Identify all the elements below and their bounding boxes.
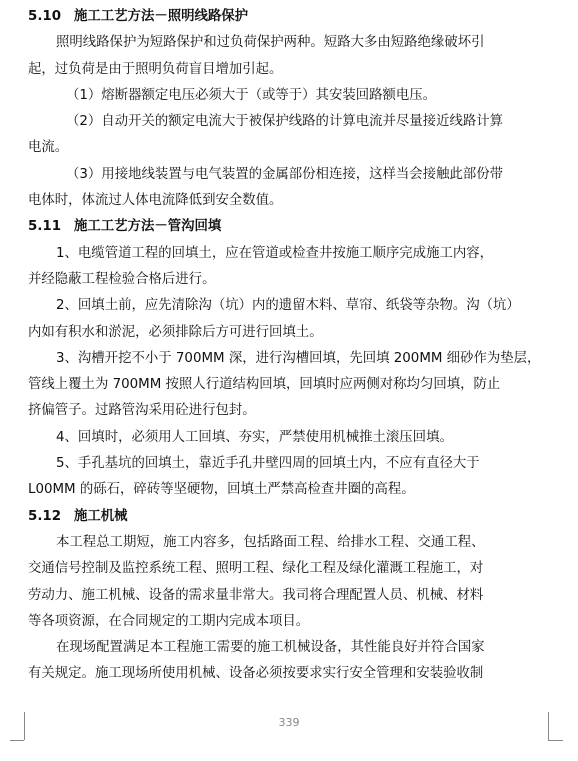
paragraph-line: 起，过负荷是由于照明负荷盲目增加引起。: [28, 61, 283, 77]
paragraph-line: 2、回填土前，应先清除沟（坑）内的遗留木料、草帘、纸袋等杂物。沟（坑）: [56, 298, 520, 314]
section-number: 5.12: [28, 508, 62, 524]
paragraph-line: 等各项资源，在合同规定的工期内完成本项目。: [28, 613, 310, 629]
paragraph-line: 交通信号控制及监控系统工程、照明工程、绿化工程及绿化灌溉工程施工，对: [28, 561, 484, 577]
paragraph-line: 内如有积水和淤泥，必须排除后方可进行回填土。: [28, 324, 323, 340]
section-heading-5-12: [28, 504, 552, 530]
document-body: [28, 4, 552, 688]
section-title: 施工机械: [74, 508, 128, 524]
paragraph-line: （3）用接地线装置与电气装置的金属部份相连接，这样当会接触此部份带: [66, 166, 504, 182]
paragraph-line: 电流。: [28, 140, 69, 156]
section-number: 5.11: [28, 219, 62, 235]
page-number: 339: [278, 716, 300, 729]
paragraph-line: 1、电缆管道工程的回填土，应在管道或检查井按施工顺序完成施工内容，: [56, 245, 494, 261]
section-number: 5.10: [28, 9, 62, 24]
paragraph-line: 管线上覆土为 700MM 按照人行道结构回填，回填时应两侧对称均匀回填，防止: [28, 377, 501, 393]
section-title: 施工工艺方法－照明线路保护: [74, 9, 249, 24]
paragraph-line: 5、手孔基坑的回填土，靠近手孔井壁四周的回填土内，不应有直径大于: [56, 456, 480, 472]
paragraph-line: 照明线路保护为短路保护和过负荷保护两种。短路大多由短路绝缘破坏引: [56, 35, 485, 51]
section-heading-5-11: [28, 214, 552, 240]
paragraph-line: 本工程总工期短，施工内容多，包括路面工程、给排水工程、交通工程、: [56, 534, 485, 550]
paragraph-line: （2）自动开关的额定电流大于被保护线路的计算电流并尽量接近线路计算: [66, 114, 504, 130]
paragraph-line: 挤偏管子。过路管沟采用砼进行包封。: [28, 403, 256, 419]
paragraph-line: 在现场配置满足本工程施工需要的施工机械设备，其性能良好并符合国家: [56, 640, 485, 656]
paragraph-line: 劳动力、施工机械、设备的需求量非常大。我司将合理配置人员、机械、材料: [28, 587, 484, 603]
paragraph-line: L00MM 的砾石，碎砖等坚硬物，回填土严禁高检查井圈的高程。: [28, 482, 415, 498]
paragraph-line: 并经隐蔽工程检验合格后进行。: [28, 271, 216, 287]
paragraph-line: （1）熔断器额定电压必须大于（或等于）其安装回路额电压。: [66, 87, 437, 103]
paragraph-line: 有关规定。施工现场所使用机械、设备必须按要求实行安全管理和安装验收制: [28, 666, 484, 682]
crop-mark-left-bottom: [10, 740, 24, 741]
section-heading-5-10: [28, 4, 552, 30]
paragraph-line: 3、沟槽开挖不小于 700MM 深，进行沟槽回填，先回填 200MM 细砂作为垫层，: [56, 350, 541, 366]
crop-mark-right-bottom: [548, 740, 562, 741]
section-title: 施工工艺方法－管沟回填: [74, 219, 222, 235]
paragraph-line: 电体时，体流过人体电流降低到安全数值。: [28, 193, 283, 209]
paragraph-line: 4、回填时，必须用人工回填、夯实，严禁使用机械推土滚压回填。: [56, 429, 453, 445]
